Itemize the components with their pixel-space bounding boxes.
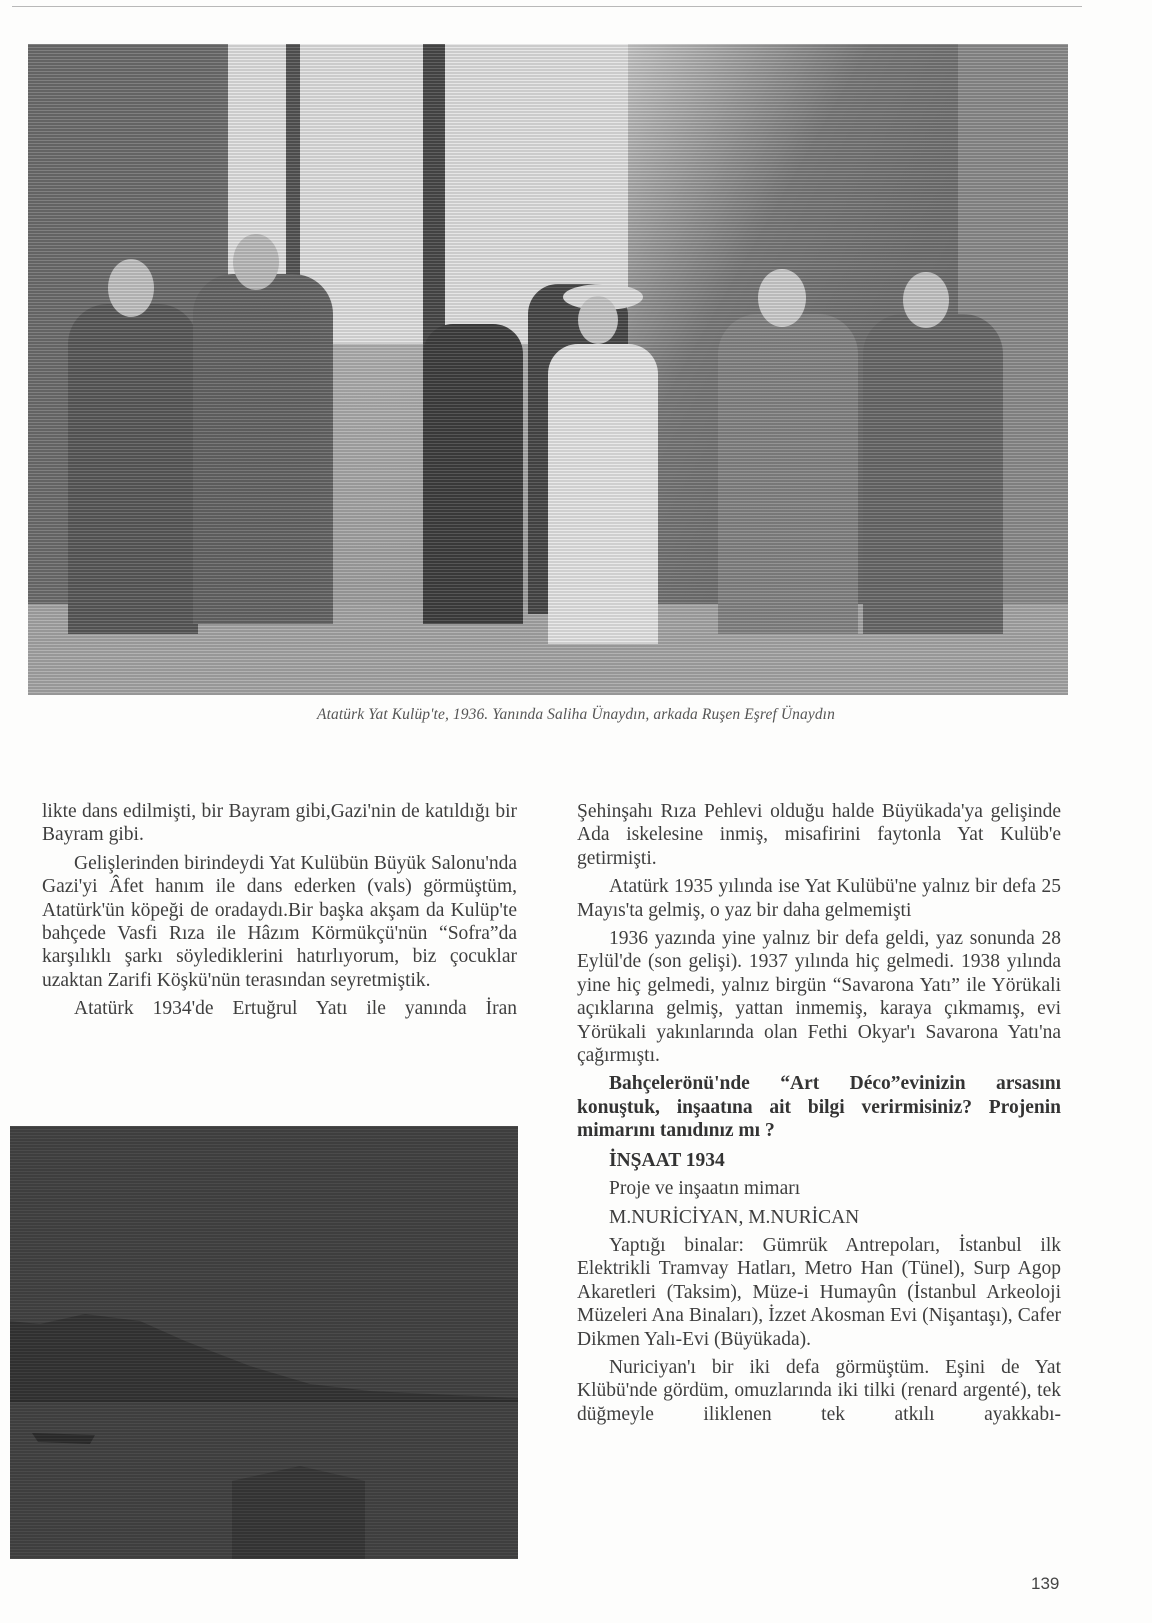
paragraph: Atatürk 1934'de Ertuğrul Yatı ile yanında İran [74, 998, 517, 1020]
paragraph: Şehinşahı Rıza Pehlevi olduğu halde Büyükada'ya gelişinde Ada iskelesine inmiş, misafirini faytonla Yat Kulüb'e getirmişti. [577, 801, 1061, 869]
building-silhouette [232, 1466, 365, 1559]
paragraph: likte dans edilmişti, bir Bayram gibi,Gazi'nin de katıldığı bir Bayram gibi. [42, 801, 517, 846]
paragraph: Atatürk 1935 yılında ise Yat Kulübü'ne yalnız bir defa 25 Mayıs'ta gelmiş, o yaz bir daha gelmemişti [577, 876, 1061, 921]
photo-ataturk-yacht-club [28, 44, 1068, 695]
interview-question: Bahçelerönü'nde “Art Déco”evinizin arsasını konuştuk, inşaatına ait bilgi verirmisiniz? Projenin mimarını tanıdınız mı ? [577, 1073, 1061, 1142]
paragraph: Nuriciyan'ı bir iki defa görmüştüm. Eşini de Yat Klübü'nde gördüm, omuzlarında iki tilki (renard argenté), tek düğmeyle iliklenen tek atkılı ayakkabı- [577, 1356, 1061, 1425]
landscape-silhouette [10, 1126, 518, 1559]
header-rule [12, 6, 1082, 7]
architect-names: M.NURİCİYAN, M.NURİCAN [609, 1206, 860, 1228]
left-column [42, 800, 517, 1026]
photo-dark-landscape [10, 1126, 518, 1559]
paragraph: 1936 yazında yine yalnız bir defa geldi, yaz sonunda 28 Eylül'de (son gelişi). 1937 yılında hiç gelmedi. 1938 yılında yine hiç gelmedi, yalnız birgün “Savarona Yatı” ile Yörükali açıklarına gelmiş, yattan inmemiş, karaya çıkmamış, evi Yörükali yakınlarında olan Fethi Okyar'ı Savarona Yatı'na çağırmıştı. [577, 928, 1061, 1067]
photo-caption: Atatürk Yat Kulüp'te, 1936. Yanında Saliha Ünaydın, arkada Ruşen Eşref Ünaydın [317, 706, 835, 723]
section-heading: İNŞAAT 1934 [609, 1149, 725, 1171]
page-number: 139 [1031, 1574, 1060, 1593]
paragraph: Yaptığı binalar: Gümrük Antrepoları, İstanbul ilk Elektrikli Tramvay Hatları, Metro Han (Tünel), Surp Agop Akaretleri (Taksim), Müze-i Humayûn (İstanbul Arkeoloji Müzeleri Ana Binaları), İzzet Akosman Evi (Nişantaşı), Cafer Dikmen Yalı-Evi (Büyükada). [577, 1234, 1061, 1350]
right-column [577, 800, 1061, 1431]
architect-label: Proje ve inşaatın mimarı [609, 1178, 801, 1200]
paragraph: Gelişlerinden birindeydi Yat Kulübün Büyük Salonu'nda Gazi'yi Âfet hanım ile dans ederken (vals) görmüştüm, Atatürk'ün köpeği de oradaydı.Bir başka akşam da Kulüp'te bahçede Vasfi Rıza ile Hâzım Körmükçü'nün “Sofra”da karşılıklı şarkı söylediklerini hatırlıyorum, biz çocuklar uzaktan Zarifi Köşkü'nün terasından seyretmiştik. [42, 852, 517, 991]
